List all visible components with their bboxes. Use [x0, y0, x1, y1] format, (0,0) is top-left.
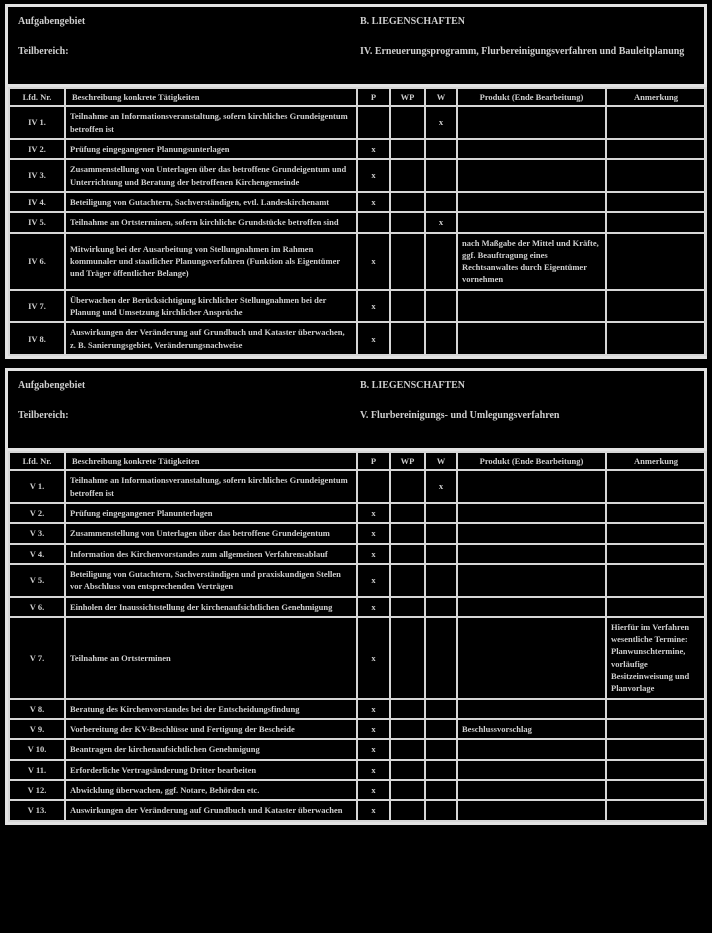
- tasks-table-v: [8, 451, 707, 822]
- row-description: Beratung des Kirchenvorstandes bei der Entscheidungsfindung: [65, 699, 357, 719]
- mark-p: [357, 212, 390, 232]
- mark-wp: [390, 800, 425, 820]
- mark-w: x: [425, 212, 457, 232]
- table-row: [9, 617, 706, 699]
- table-row: [9, 139, 706, 159]
- row-anmerkung: [606, 523, 706, 543]
- row-number: IV 1.: [9, 106, 65, 139]
- tasks-table-body: [9, 470, 706, 820]
- table-row: [9, 523, 706, 543]
- mark-wp: [390, 739, 425, 759]
- col-header-beschreibung: Beschreibung konkrete Tätigkeiten: [65, 452, 357, 470]
- row-anmerkung: [606, 470, 706, 503]
- row-produkt: [457, 739, 606, 759]
- mark-w: [425, 719, 457, 739]
- table-row: [9, 699, 706, 719]
- table-row: [9, 739, 706, 759]
- mark-p: x: [357, 597, 390, 617]
- row-anmerkung: [606, 800, 706, 820]
- mark-w: x: [425, 470, 457, 503]
- mark-w: x: [425, 106, 457, 139]
- row-description: Zusammenstellung von Unterlagen über das betroffene Grundeigentum: [65, 523, 357, 543]
- teilbereich-label: Teilbereich:: [18, 410, 69, 421]
- mark-p: [357, 470, 390, 503]
- mark-w: [425, 290, 457, 323]
- table-row: [9, 233, 706, 290]
- row-produkt: [457, 564, 606, 597]
- table-row: [9, 212, 706, 232]
- row-description: Beteiligung von Gutachtern, Sachverständigen, evtl. Landeskirchenamt: [65, 192, 357, 212]
- mark-p: x: [357, 192, 390, 212]
- table-row: [9, 800, 706, 820]
- mark-wp: [390, 470, 425, 503]
- row-description: Abwicklung überwachen, ggf. Notare, Behörden etc.: [65, 780, 357, 800]
- mark-w: [425, 192, 457, 212]
- col-header-lfd-nr: Lfd. Nr.: [9, 452, 65, 470]
- mark-w: [425, 159, 457, 192]
- col-header-produkt: Produkt (Ende Bearbeitung): [457, 452, 606, 470]
- col-header-w: W: [425, 452, 457, 470]
- table-row: [9, 719, 706, 739]
- aufgabengebiet-label: Aufgabengebiet: [18, 16, 86, 27]
- table-header-row: [9, 452, 706, 470]
- row-description: Beteiligung von Gutachtern, Sachverständigen und praxiskundigen Stellen vor Abschluss von entsprechenden Verträgen: [65, 564, 357, 597]
- row-anmerkung: [606, 192, 706, 212]
- table-row: [9, 780, 706, 800]
- mark-p: x: [357, 564, 390, 597]
- header-right-column: [360, 380, 694, 442]
- mark-wp: [390, 544, 425, 564]
- section-header: [8, 371, 704, 451]
- row-produkt: [457, 760, 606, 780]
- table-row: [9, 597, 706, 617]
- row-description: Teilnahme an Ortsterminen: [65, 617, 357, 699]
- row-number: V 11.: [9, 760, 65, 780]
- mark-p: x: [357, 503, 390, 523]
- row-number: V 6.: [9, 597, 65, 617]
- table-row: [9, 192, 706, 212]
- row-number: IV 8.: [9, 322, 65, 355]
- row-description: Auswirkungen der Veränderung auf Grundbuch und Kataster überwachen: [65, 800, 357, 820]
- mark-wp: [390, 597, 425, 617]
- mark-wp: [390, 760, 425, 780]
- mark-w: [425, 780, 457, 800]
- mark-p: x: [357, 699, 390, 719]
- row-produkt: [457, 523, 606, 543]
- mark-w: [425, 523, 457, 543]
- aufgabengebiet-label: Aufgabengebiet: [18, 380, 86, 391]
- row-description: Teilnahme an Ortsterminen, sofern kirchliche Grundstücke betroffen sind: [65, 212, 357, 232]
- teilbereich-title: V. Flurbereinigungs- und Umlegungsverfahren: [360, 410, 560, 421]
- row-description: Information des Kirchenvorstandes zum allgemeinen Verfahrensablauf: [65, 544, 357, 564]
- row-description: Mitwirkung bei der Ausarbeitung von Stellungnahmen im Rahmen kommunaler und staatlicher Planungsverfahren (Funktion als Eigentümer und Träger öffentlicher Belange): [65, 233, 357, 290]
- row-produkt: [457, 139, 606, 159]
- col-header-lfd-nr: Lfd. Nr.: [9, 88, 65, 106]
- row-description: Teilnahme an Informationsveranstaltung, sofern kirchliches Grundeigentum betroffen ist: [65, 470, 357, 503]
- row-anmerkung: [606, 159, 706, 192]
- mark-w: [425, 597, 457, 617]
- mark-p: x: [357, 617, 390, 699]
- tasks-table-iv: [8, 87, 707, 356]
- col-header-anmerkung: Anmerkung: [606, 452, 706, 470]
- mark-wp: [390, 290, 425, 323]
- row-produkt: [457, 192, 606, 212]
- col-header-produkt: Produkt (Ende Bearbeitung): [457, 88, 606, 106]
- mark-wp: [390, 719, 425, 739]
- header-left-column: [18, 16, 360, 78]
- row-number: V 9.: [9, 719, 65, 739]
- table-row: [9, 544, 706, 564]
- row-produkt: [457, 212, 606, 232]
- mark-p: x: [357, 719, 390, 739]
- section-liegenschaften-iv: [5, 4, 707, 359]
- row-anmerkung: [606, 322, 706, 355]
- mark-p: x: [357, 139, 390, 159]
- row-produkt: [457, 780, 606, 800]
- row-produkt: [457, 597, 606, 617]
- row-number: V 8.: [9, 699, 65, 719]
- table-header-row: [9, 88, 706, 106]
- col-header-wp: WP: [390, 452, 425, 470]
- mark-wp: [390, 322, 425, 355]
- col-header-wp: WP: [390, 88, 425, 106]
- mark-wp: [390, 780, 425, 800]
- row-description: Beantragen der kirchenaufsichtlichen Genehmigung: [65, 739, 357, 759]
- row-number: V 13.: [9, 800, 65, 820]
- mark-w: [425, 760, 457, 780]
- row-number: V 1.: [9, 470, 65, 503]
- row-anmerkung: [606, 760, 706, 780]
- row-anmerkung: [606, 719, 706, 739]
- row-description: Auswirkungen der Veränderung auf Grundbuch und Kataster überwachen, z. B. Sanierungsgebiet, Veränderungsnachweise: [65, 322, 357, 355]
- row-produkt: [457, 503, 606, 523]
- mark-w: [425, 544, 457, 564]
- mark-wp: [390, 503, 425, 523]
- mark-p: x: [357, 760, 390, 780]
- row-number: IV 5.: [9, 212, 65, 232]
- row-number: IV 2.: [9, 139, 65, 159]
- table-row: [9, 564, 706, 597]
- row-number: V 3.: [9, 523, 65, 543]
- mark-wp: [390, 212, 425, 232]
- row-anmerkung: [606, 503, 706, 523]
- col-header-w: W: [425, 88, 457, 106]
- mark-p: [357, 106, 390, 139]
- mark-p: x: [357, 322, 390, 355]
- teilbereich-title: IV. Erneuerungsprogramm, Flurbereinigungsverfahren und Bauleitplanung: [360, 46, 685, 57]
- mark-wp: [390, 233, 425, 290]
- mark-w: [425, 617, 457, 699]
- row-number: IV 4.: [9, 192, 65, 212]
- bereich-title: B. LIEGENSCHAFTEN: [360, 380, 466, 391]
- mark-wp: [390, 159, 425, 192]
- row-number: V 10.: [9, 739, 65, 759]
- row-produkt: Beschlussvorschlag: [457, 719, 606, 739]
- mark-w: [425, 739, 457, 759]
- bereich-title: B. LIEGENSCHAFTEN: [360, 16, 466, 27]
- mark-w: [425, 322, 457, 355]
- mark-p: x: [357, 233, 390, 290]
- mark-w: [425, 699, 457, 719]
- row-anmerkung: [606, 597, 706, 617]
- row-produkt: [457, 159, 606, 192]
- col-header-p: P: [357, 452, 390, 470]
- table-row: [9, 106, 706, 139]
- row-anmerkung: [606, 233, 706, 290]
- row-produkt: [457, 322, 606, 355]
- mark-p: x: [357, 780, 390, 800]
- teilbereich-label: Teilbereich:: [18, 46, 69, 57]
- row-description: Teilnahme an Informationsveranstaltung, sofern kirchliches Grundeigentum betroffen ist: [65, 106, 357, 139]
- section-liegenschaften-v: [5, 368, 707, 825]
- row-number: V 2.: [9, 503, 65, 523]
- header-left-column: [18, 380, 360, 442]
- row-produkt: [457, 544, 606, 564]
- mark-p: x: [357, 739, 390, 759]
- row-number: IV 7.: [9, 290, 65, 323]
- col-header-anmerkung: Anmerkung: [606, 88, 706, 106]
- row-description: Einholen der Inaussichtstellung der kirchenaufsichtlichen Genehmigung: [65, 597, 357, 617]
- col-header-beschreibung: Beschreibung konkrete Tätigkeiten: [65, 88, 357, 106]
- row-anmerkung: [606, 212, 706, 232]
- mark-wp: [390, 699, 425, 719]
- row-anmerkung: [606, 699, 706, 719]
- row-produkt: [457, 617, 606, 699]
- table-row: [9, 159, 706, 192]
- row-description: Zusammenstellung von Unterlagen über das betroffene Grundeigentum und Unterrichtung und Beratung der betroffenen Kirchengemeinde: [65, 159, 357, 192]
- tasks-table-body: [9, 106, 706, 355]
- mark-wp: [390, 617, 425, 699]
- row-number: V 12.: [9, 780, 65, 800]
- table-row: [9, 322, 706, 355]
- row-anmerkung: [606, 780, 706, 800]
- mark-w: [425, 564, 457, 597]
- row-anmerkung: [606, 564, 706, 597]
- row-number: V 5.: [9, 564, 65, 597]
- row-description: Vorbereitung der KV-Beschlüsse und Fertigung der Bescheide: [65, 719, 357, 739]
- row-produkt: nach Maßgabe der Mittel und Kräfte, ggf. Beauftragung eines Rechtsanwaltes durch Eigentümer vornehmen: [457, 233, 606, 290]
- table-row: [9, 760, 706, 780]
- mark-p: x: [357, 290, 390, 323]
- mark-wp: [390, 106, 425, 139]
- mark-p: x: [357, 800, 390, 820]
- row-anmerkung: [606, 544, 706, 564]
- row-anmerkung: [606, 139, 706, 159]
- section-header: [8, 7, 704, 87]
- table-row: [9, 470, 706, 503]
- mark-w: [425, 800, 457, 820]
- row-number: V 4.: [9, 544, 65, 564]
- row-anmerkung: [606, 739, 706, 759]
- mark-wp: [390, 523, 425, 543]
- mark-wp: [390, 139, 425, 159]
- mark-w: [425, 503, 457, 523]
- row-anmerkung: Hierfür im Verfahren wesentliche Termine: Planwunschtermine, vorläufige Besitzeinweisung und Planvorlage: [606, 617, 706, 699]
- mark-p: x: [357, 159, 390, 192]
- row-number: V 7.: [9, 617, 65, 699]
- mark-w: [425, 139, 457, 159]
- row-anmerkung: [606, 290, 706, 323]
- table-row: [9, 290, 706, 323]
- mark-p: x: [357, 523, 390, 543]
- row-produkt: [457, 699, 606, 719]
- row-produkt: [457, 800, 606, 820]
- row-produkt: [457, 106, 606, 139]
- mark-wp: [390, 564, 425, 597]
- mark-w: [425, 233, 457, 290]
- table-row: [9, 503, 706, 523]
- row-number: IV 3.: [9, 159, 65, 192]
- mark-wp: [390, 192, 425, 212]
- mark-p: x: [357, 544, 390, 564]
- row-description: Prüfung eingegangener Planunterlagen: [65, 503, 357, 523]
- row-produkt: [457, 290, 606, 323]
- row-description: Erforderliche Vertragsänderung Dritter bearbeiten: [65, 760, 357, 780]
- row-description: Prüfung eingegangener Planungsunterlagen: [65, 139, 357, 159]
- row-anmerkung: [606, 106, 706, 139]
- col-header-p: P: [357, 88, 390, 106]
- row-produkt: [457, 470, 606, 503]
- row-description: Überwachen der Berücksichtigung kirchlicher Stellungnahmen bei der Planung und Umsetzung kirchlicher Ansprüche: [65, 290, 357, 323]
- row-number: IV 6.: [9, 233, 65, 290]
- header-right-column: [360, 16, 694, 78]
